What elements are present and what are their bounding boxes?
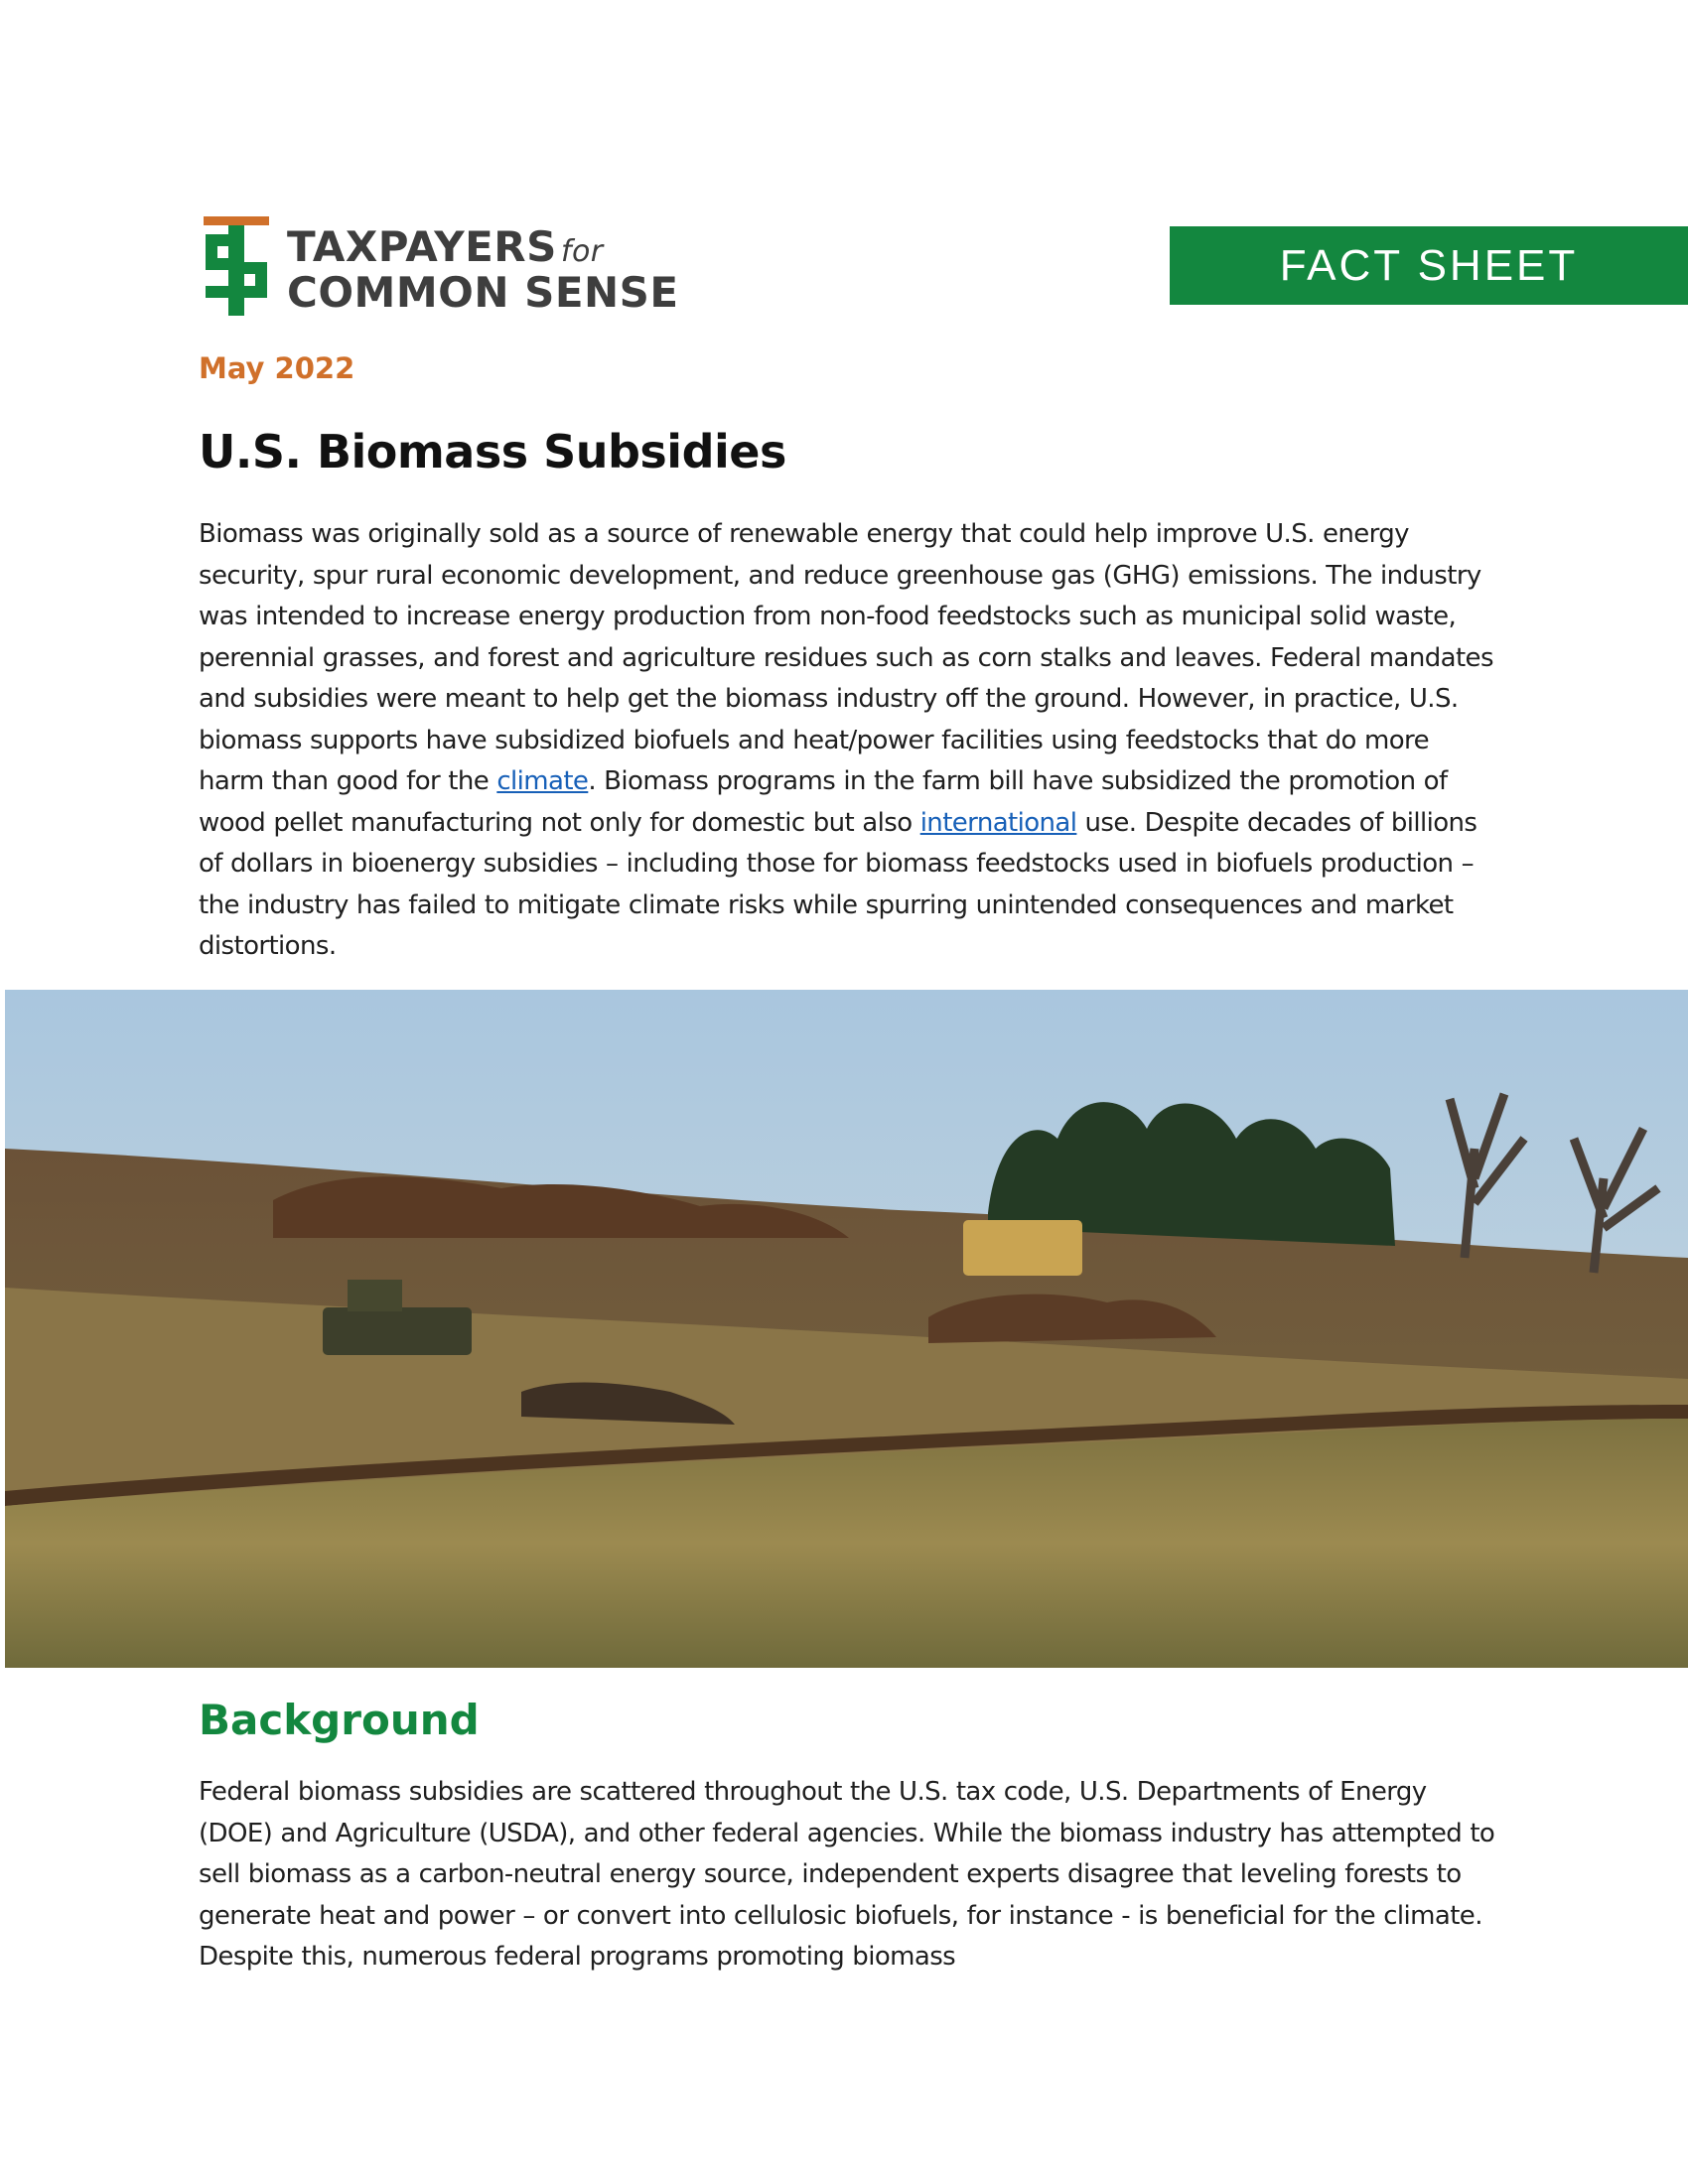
logo-word-for: for [560,234,604,269]
intro-text-part2: . Biomass programs in the farm bill have subsidized the promotion of wood pellet manufacturing not only for domestic but also [199,766,1448,838]
climate-link[interactable]: climate [496,766,589,796]
intro-text-part1: Biomass was originally sold as a source of renewable energy that could help improve U.S. energy security, spur rural economic development, and reduce greenhouse gas (GHG) emissions. The industry was intended to increase energy production from non-food feedstocks such as municipal solid waste, perennial grasses, and forest and agriculture residues such as corn stalks and leaves. Federal mandates and subsidies were meant to help get the biomass industry off the ground. However, in practice, U.S. biomass supports have subsidized biofuels and heat/power facilities using feedstocks that do more harm than good for the [199,519,1493,796]
logo-wordmark-line1 [287,222,604,271]
intro-text-part3: use. Despite decades of billions of dollars in bioenergy subsidies – including those for biomass feedstocks used in biofuels production – the industry has failed to mitigate climate risks while spurring unintended consequences and market distortions. [199,807,1477,961]
background-heading: Background [199,1696,480,1744]
logo-word-taxpayers: TAXPAYERS [287,222,557,271]
logo-wordmark-line2: COMMON SENSE [287,268,679,317]
international-link[interactable]: international [919,807,1077,838]
field-clearing-photo [5,990,1688,1668]
logo [202,216,698,316]
background-paragraph: Federal biomass subsidies are scattered throughout the U.S. tax code, U.S. Departments of Energy (DOE) and Agriculture (USDA), and other federal agencies. While the biomass industry has attempted to sell biomass as a carbon-neutral energy source, independent experts disagree that leveling forests to generate heat and power – or convert into cellulosic biofuels, for instance - is beneficial for the climate. Despite this, numerous federal programs promoting biomass [199,1777,1495,1972]
logo-mark-icon [202,216,271,316]
photo-bulldozer [323,1307,472,1355]
photo-bulldozer-cab [348,1280,402,1311]
intro-paragraph [199,514,1499,968]
photo-scraper [963,1220,1082,1276]
page-title: U.S. Biomass Subsidies [199,425,786,478]
publication-date: May 2022 [199,351,355,385]
fact-sheet-badge: FACT SHEET [1170,226,1688,305]
